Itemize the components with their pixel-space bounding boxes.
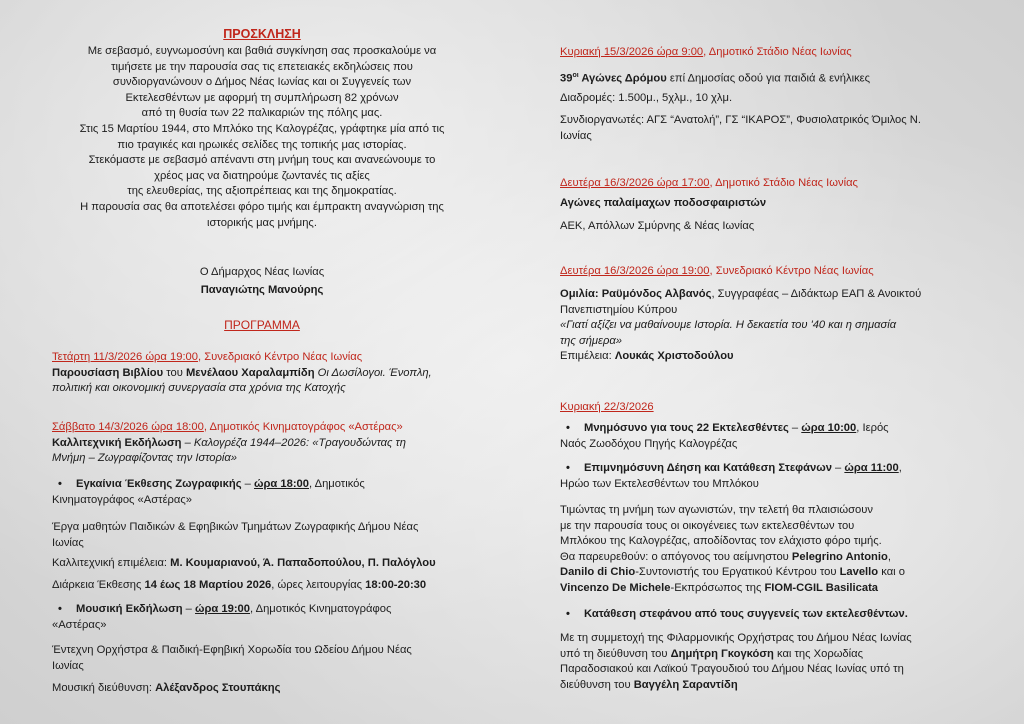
text: Μουσική Εκδήλωση [76, 603, 183, 615]
text: Συνδιοργανωτές: ΑΓΣ “Ανατολή”, ΓΣ “ΙΚΑΡΟΣ”, Φυσιολατρικός Όμιλος Ν. [560, 114, 921, 126]
event-venue: , Δημοτικό Στάδιο Νέας Ιωνίας [703, 46, 852, 58]
event-date: Δευτέρα 16/3/2026 ώρα 17:00 [560, 177, 710, 189]
time: ώρα 11:00 [844, 462, 899, 474]
text: διεύθυνση του [560, 678, 634, 691]
text: – [831, 462, 845, 474]
name: Danilo di Chio [560, 566, 636, 579]
event-venue: , Συνεδριακό Κέντρο Νέας Ιωνίας [709, 265, 874, 277]
event-title: Παρουσίαση Βιβλίου [52, 366, 164, 379]
invitation-line: από τη θυσία των 22 παλικαριών της πόλης μας. [141, 107, 383, 120]
name: FIOM-CGIL Basilicata [764, 581, 879, 594]
name: Lavello [839, 566, 879, 579]
text: Ιωνίας [560, 129, 592, 142]
book-title-cont: πολιτική και οικονομική συνεργασία στα χρόνια της Κατοχής [52, 382, 346, 395]
teams: ΑΕΚ, Απόλλων Σμύρνης & Νέας Ιωνίας [560, 220, 755, 232]
name: Pelegrino Antonio [791, 550, 888, 563]
text: Έντεχνη Ορχήστρα & Παιδική-Εφηβική Χορωδία του Ωδείου Δήμου Νέας [52, 644, 412, 656]
works [52, 520, 472, 551]
text: Κατάθεση στεφάνου από τους συγγενείς των εκτελεσθέντων. [584, 608, 908, 620]
text: – [241, 478, 255, 490]
invitation-title: ΠΡΟΣΚΛΗΣΗ [223, 27, 301, 41]
text: Μπλόκου της Καλογρέζας, αποδίδοντας τον ελάχιστο φόρο τιμής. [560, 535, 882, 548]
label: Μουσική διεύθυνση: [52, 682, 156, 694]
event-venue: , Συνεδριακό Κέντρο Νέας Ιωνίας [198, 351, 363, 363]
text: Θα παρευρεθούν: ο απόγονος του αείμνηστου [560, 550, 792, 563]
music-direction [52, 681, 472, 697]
bullet-music [52, 602, 472, 618]
event-title: Αγώνες παλαίμαχων ποδοσφαιριστών [560, 197, 767, 209]
text: επί Δημοσίας οδού για παιδιά & ενήλικες [666, 72, 871, 85]
text: Μνημόσυνο για τους 22 Εκτελεσθέντες [584, 422, 789, 434]
text: – [182, 603, 196, 615]
text: Έργα μαθητών Παιδικών & Εφηβικών Τμημάτων Ζωγραφικής Δήμου Νέας [52, 521, 419, 533]
event-venue: , Δημοτικό Στάδιο Νέας Ιωνίας [709, 177, 858, 189]
invitation-line: Η παρουσία σας θα αποτελέσει φόρο τιμής και έμπρακτη αναγνώριση της [80, 200, 444, 213]
text: Τιμώντας τη μνήμη των αγωνιστών, την τελετή θα πλαισιώσουν [560, 504, 873, 516]
invitation-line: Με σεβασμό, ευγνωμοσύνη και βαθιά συγκίνηση σας προσκαλούμε να [87, 45, 437, 57]
routes: Διαδρομές: 1.500μ., 5χλμ., 10 χλμ. [560, 92, 733, 104]
program-title: ΠΡΟΓΡΑΜΜΑ [224, 318, 300, 332]
text: , Δημοτικός Κινηματογράφος [250, 603, 392, 615]
bullet-icon: • [566, 462, 570, 474]
names: Μ. Κουμαριανού, Ά. Παπαδοπούλου, Π. Παλόγλου [170, 557, 436, 569]
event-date: Δευτέρα 16/3/2026 ώρα 19:00 [560, 265, 710, 277]
text: Ιωνίας [52, 659, 84, 672]
invitation-line: Στεκόμαστε με σεβασμό απέναντι στη μνήμη τους και ανανεώνουμε το [88, 154, 436, 167]
text: Παραδοσιακού και Λαϊκού Τραγουδιού του Δήμου Νέας Ιωνίας υπό τη [560, 663, 904, 676]
text: , ώρες λειτουργίας [271, 579, 366, 591]
text: «Αστέρας» [52, 619, 107, 631]
bullet-icon: • [566, 422, 570, 434]
invitation-line: Στις 15 Μαρτίου 1944, στο Μπλόκο της Καλογρέζας, γράφτηκε μία από τις [79, 122, 445, 135]
curation [52, 556, 472, 572]
text: , [887, 550, 891, 563]
event-date: Κυριακή 15/3/2026 ώρα 9:00 [560, 46, 704, 58]
bullet-icon: • [58, 603, 62, 615]
event-race [560, 45, 960, 61]
speech-title: «Γιατί αξίζει να μαθαίνουμε Ιστορία. Η δεκαετία του '40 και η σημασία [560, 319, 897, 332]
signature [52, 265, 472, 298]
event-book-presentation [52, 350, 472, 397]
invitation-line: συνδιοργανώνουν ο Δήμος Νέας Ιωνίας και οι Συγγενείς των [112, 76, 412, 89]
text: , Ιερός [856, 422, 889, 434]
bullet-icon: • [58, 478, 62, 490]
time: ώρα 10:00 [801, 422, 857, 434]
speaker: Ομιλία: Ραϋμόνδος Αλβανός [560, 288, 712, 300]
bullet-icon: • [566, 608, 570, 620]
invitation-line: Εκτελεσθέντων με αφορμή τη συμπλήρωση 82 χρόνων [125, 91, 399, 104]
time: ώρα 19:00 [195, 603, 251, 615]
text: Διάρκεια Έκθεσης [52, 579, 145, 591]
co-organizers [560, 113, 960, 144]
text: με την παρουσία τους οι οικογένειες των εκτελεσθέντων του [560, 519, 855, 532]
invitation-line: τιμήσετε με την παρουσία σας τις επετειακές εκδηλώσεις που [111, 60, 413, 73]
invitation-line: ιστορικής μας μνήμης. [207, 216, 317, 229]
duration [52, 578, 472, 594]
text: Εγκαίνια Έκθεσης Ζωγραφικής [76, 478, 242, 490]
signature-role: Ο Δήμαρχος Νέας Ιωνίας [199, 266, 325, 278]
text: Πανεπιστημίου Κύπρου [560, 303, 678, 316]
text: Κινηματογράφος «Αστέρας» [52, 494, 193, 506]
text: 39 [560, 72, 573, 85]
author-name: Μενέλαου Χαραλαμπίδη [185, 366, 315, 379]
text: οι [572, 72, 579, 79]
invitation-line: της ελευθερίας, της αξιοπρέπειας και της δημοκρατίας. [127, 185, 397, 198]
text: Ναός Ζωοδόχου Πηγής Καλογρέζας [560, 438, 738, 450]
hours: 18:00-20:30 [365, 579, 427, 591]
bullet-wreath [560, 461, 960, 477]
speech [560, 287, 960, 365]
event-title: Καλλιτεχνική Εκδήλωση [52, 436, 182, 449]
text: – [788, 422, 802, 434]
invitation-line: πιο τραγικές και ηρωικές σελίδες της τοπικής μας ιστορίας. [117, 138, 407, 151]
text: και της Χορωδίας [773, 647, 863, 660]
orchestra [52, 643, 472, 674]
text: , Συγγραφέας – Διδάκτωρ ΕΑΠ & Ανοικτού [711, 288, 922, 300]
label: Επιμέλεια: [560, 350, 615, 363]
label: Καλλιτεχνική επιμέλεια: [52, 557, 171, 569]
event-subtitle-cont: Μνήμη – Ζωγραφίζοντας την Ιστορία» [52, 452, 238, 465]
book-title: Οι Δωσίλογοι. Ένοπλη, [314, 366, 432, 379]
dates: 14 έως 18 Μαρτίου 2026 [144, 579, 272, 591]
event-art-event [52, 420, 472, 467]
tribute-text [560, 503, 960, 597]
text: υπό τη διεύθυνση του [560, 647, 671, 660]
text: Με τη συμμετοχή της Φιλαρμονικής Ορχήστρας του Δήμου Νέας Ιωνίας [560, 632, 912, 644]
name: Δημήτρη Γκογκόση [670, 647, 774, 660]
event-venue: , Δημοτικός Κινηματογράφος «Αστέρας» [203, 421, 403, 433]
bullet-relatives [560, 607, 960, 623]
text: -Εκπρόσωπος της [670, 581, 765, 594]
text: Επιμνημόσυνη Δέηση και Κατάθεση Στεφάνων [584, 462, 832, 474]
speech-title-cont: της σήμερα» [560, 334, 622, 347]
name: Λουκάς Χριστοδούλου [614, 350, 734, 363]
invitation-text [52, 44, 472, 231]
name: Αλέξανδρος Στουπάκης [155, 682, 281, 694]
text: -Συντονιστής του Εργατικού Κέντρου του [635, 566, 840, 579]
name: Βαγγέλη Σαραντίδη [633, 678, 738, 691]
text: , [898, 462, 902, 474]
philharmonic-text [560, 631, 960, 693]
event-title: Αγώνες Δρόμου [578, 72, 667, 85]
time: ώρα 18:00 [254, 478, 309, 490]
text: Ιωνίας [52, 536, 84, 549]
invitation-line: χρέος μας να διατηρούμε ζωντανές τις αξίες [154, 169, 370, 182]
bullet-memorial [560, 421, 960, 437]
event-date: Σάββατο 14/3/2026 ώρα 18:00 [52, 421, 204, 433]
event-subtitle: – Καλογρέζα 1944–2026: «Τραγουδώντας τη [181, 436, 406, 449]
text: , Δημοτικός [309, 478, 365, 490]
signature-name: Παναγιώτης Μανούρης [200, 283, 324, 296]
event-date: Τετάρτη 11/3/2026 ώρα 19:00 [52, 351, 198, 363]
text: του [163, 366, 186, 379]
text: και ο [878, 566, 905, 579]
name: Vincenzo De Michele [560, 581, 671, 594]
event-date: Κυριακή 22/3/2026 [560, 401, 654, 413]
text: Ηρώο των Εκτελεσθέντων του Μπλόκου [560, 478, 759, 490]
bullet-exhibition [52, 477, 472, 493]
